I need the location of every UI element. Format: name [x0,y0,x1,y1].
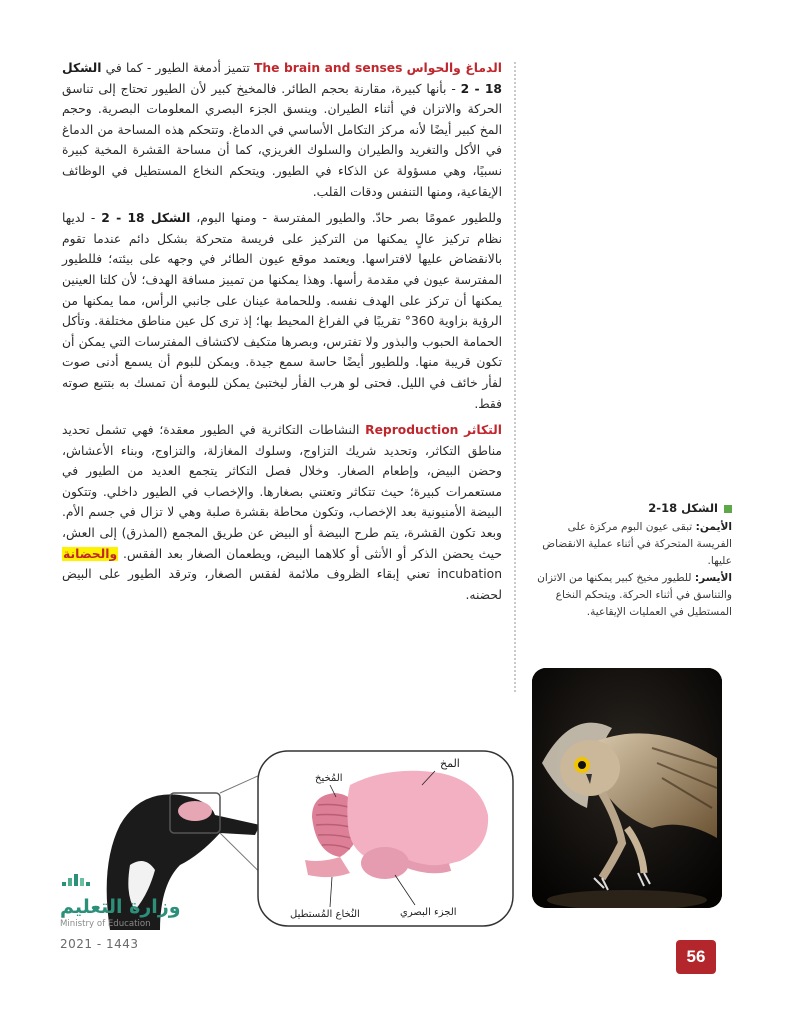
paragraph-brain [62,58,502,202]
brain-heading-en: The brain and senses [253,61,403,75]
brain-body: - بأنها كبيرة، مقارنة بحجم الطائر. فالمخيخ كبير لأن الطيور تحتاج إلى تناسق الحركة والاتزان في أثناء الطيران. وينسق الجزء البصري المعلومات البصرية. وحجم المخ كبير أيضًا لأنه مركز التكامل الأساسي في الدماغ. وتتحكم هذه المساحة من الدماغ في الأكل والتغريد والطيران والسلوك الغريزي، كما أن مساحة القشرة المخية كبيرة نسبيًا، وهي مسؤولة عن الذكاء في الطيور. ويتحكم النخاع المستطيل في الوظائف الإيقاعية، ومنها التنفس ودقات القلب. [62,81,502,199]
reproduction-body: النشاطات التكاثرية في الطيور معقدة؛ فهي تشمل تحديد مناطق التكاثر، وتحديد شريك التزاوج، وسلوك المغازلة، والتزاوج، وبناء الأعشاش، وحضن البيض، وإطعام الصغار. وخلال فصل التكاثر يتجمع العديد من الطيور في مستعمرات كبيرة؛ حيث تتكاثر وتعتني بصغارها. والإخصاب في الطيور داخلي. وتتكون البيضة الأمنيونية بعد الإخصاب، وتكون محاطة بقشرة صلبة وهي لا تزال في جسم الأم. وبعد تكون القشرة، يتم طرح البيضة أو البيض عن طريق المجمع (المذرق) إلى العش، حيث يحضن الذكر أو الأنثى أو كلاهما البيض، ويطعمان الصغار بعد الفقس. [62,423,502,561]
page-number: 56 [676,940,716,974]
main-text-column [62,58,502,611]
label-cerebellum: المُخيخ [315,773,343,784]
optic-lobe-shape [361,847,409,879]
paragraph-vision [62,208,502,414]
ministry-mark-icon [60,868,100,892]
owl-photo [532,668,722,908]
label-brain: المخ [440,757,460,770]
term-english: incubation [437,567,502,582]
figure-reference: الشكل 18 - 2 [62,61,502,96]
paragraph-reproduction [62,420,502,605]
figure-caption [532,500,732,621]
caption-right-image: الأيمن: تبقى عيون البوم مركزة على الفريسة المتحركة في أثناء عملية الانقضاض عليها. [542,521,732,567]
brain-lead: تتميز أدمغة الطيور - كما في [105,61,250,75]
figure-reference: الشكل 18 - 2 [101,211,191,226]
owl-illustration [532,668,722,908]
reproduction-end: تعني إبقاء الظروف ملائمة لفقس الصغار، وترقد الطيور على البيض لحضنه. [62,567,502,602]
edition-year: 2021 - 1443 [60,937,139,951]
vision-part1: وللطيور عمومًا بصر حادّ. والطيور المفترسة - ومنها البوم، [196,211,502,226]
bullet-square-icon [724,505,732,513]
highlighted-term: والحضانة [63,546,118,561]
reproduction-heading-en: Reproduction [365,423,459,438]
ministry-logo [60,868,200,929]
vision-part2: - لديها نظام تركيز عالٍ يمكنها من التركيز على فريسة متحركة بشكل دائم عندما تقوم بالانقضاض عليها لافتراسها. ويعتمد موقع عيون الطائر في وجهه على بيئته؛ فللطيور المفترسة عيون في مقدمة رأسها. وهذا يمكنها من تمييز مسافة الهدف؛ لأن كلتا العينين يمكنها أن تركز على الهدف نفسه. وللحمامة عينان على جانبي الرأس، مما يمكنها من الرؤية بزاوية 360° تقريبًا في الفراغ المحيط بها؛ إذ ترى كل عين مناطق مختلفة. وتأكل الحمامة الحبوب والبذور ولا تفترس، وبصرها متكيف لاكتشاف المفترسات التي يمكن أن تكون قريبة منها. وللطيور أيضًا حاسة سمع جيدة. ويمكن للبوم أن يسمع أدنى صوت لفأر خائف في الليل. فحتى لو هرب الفأر ليختبئ يمكن للبومة أن تمسك به بتتبع صوته فقط. [62,211,503,411]
caption-left-image: الأيسر: للطيور مخيخ كبير يمكنها من الاتزان والتناسق في أثناء الحركة. ويتحكم النخاع المستطيل في العمليات الإيقاعية. [537,572,732,618]
brain-heading-ar: الدماغ والحواس [406,61,502,75]
caption-title: الشكل 18-2 [532,500,732,517]
column-divider [514,62,516,692]
reproduction-heading-ar: التكاثر [464,423,502,438]
ministry-name-ar: وزارة التعليم [60,896,181,918]
ministry-name-en: Ministry of Education [60,919,151,929]
label-medulla: النُخاع المُستطيل [290,909,360,920]
label-optic: الجزء البصري [400,907,457,918]
